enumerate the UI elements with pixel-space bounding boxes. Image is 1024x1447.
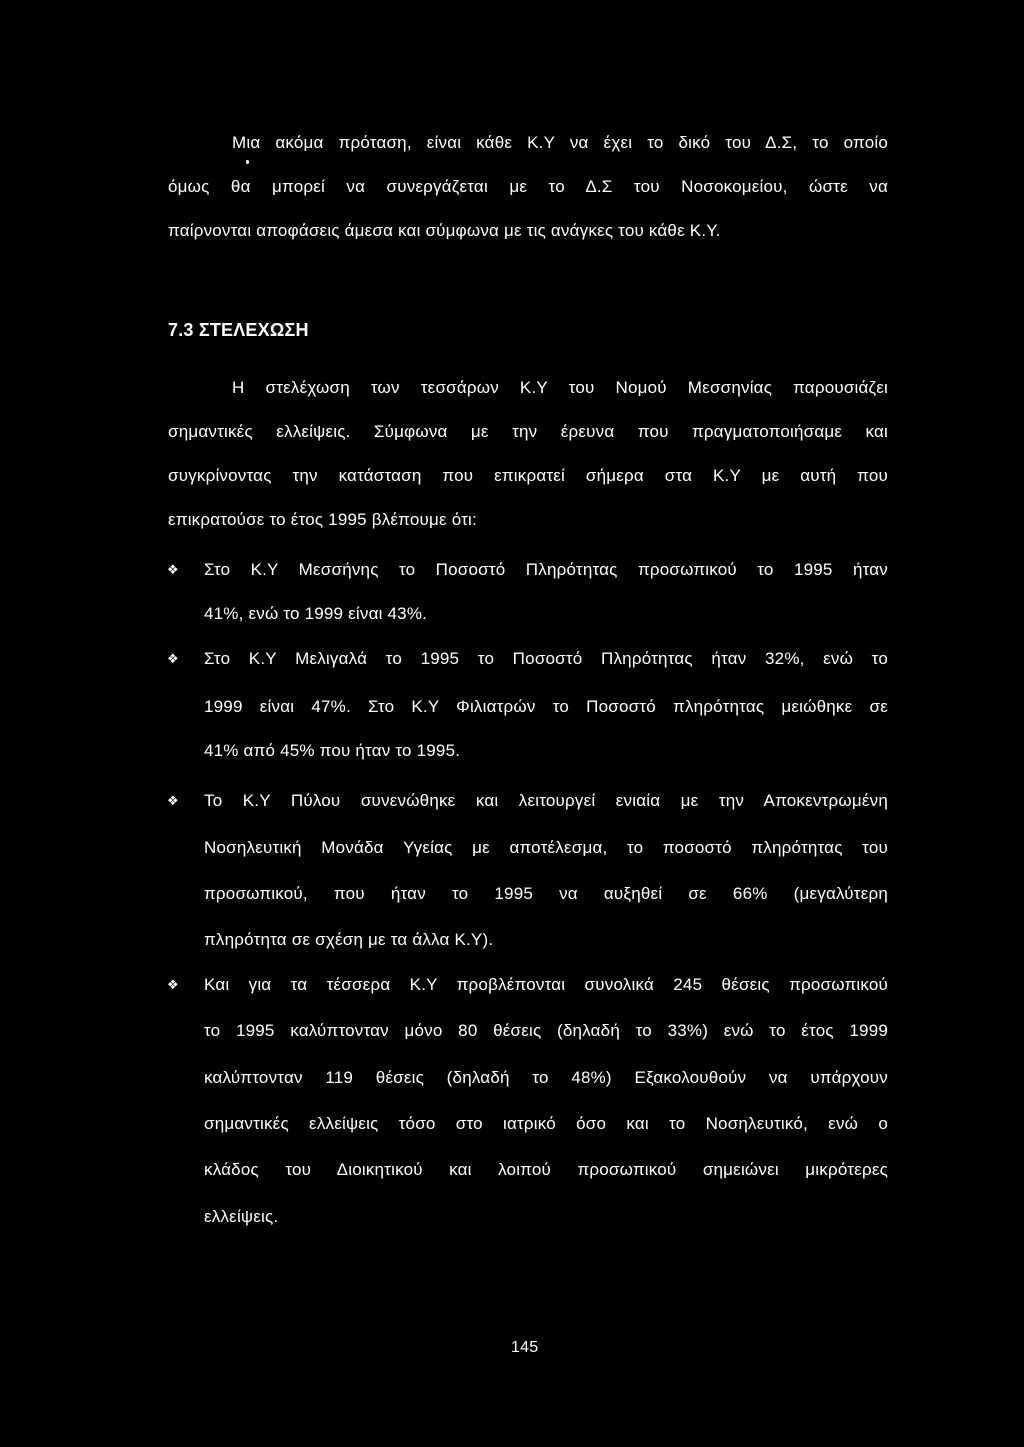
bullet-3-line-3: προσωπικού, που ήταν το 1995 να αυξηθεί σε 66% (μεγαλύτερη (204, 884, 888, 903)
section-heading: 7.3 ΣΤΕΛΕΧΩΣΗ (168, 320, 309, 340)
bullet-4-line-3: καλύπτονταν 119 θέσεις (δηλαδή το 48%) Εξακολουθούν να υπάρχουν (204, 1068, 888, 1087)
intro-line-4: επικρατούσε το έτος 1995 βλέπουμε ότι: (168, 510, 477, 529)
bullet-4-line-2: το 1995 καλύπτονταν μόνο 80 θέσεις (δηλαδή το 33%) ενώ το έτος 1999 (204, 1021, 888, 1040)
bullet-4-line-5: κλάδος του Διοικητικού και λοιπού προσωπικού σημειώνει μικρότερες (204, 1160, 888, 1179)
intro-line-2: σημαντικές ελλείψεις. Σύμφωνα με την έρευνα που πραγματοποιήσαμε και (168, 422, 888, 441)
bullet-4-line-6: ελλείψεις. (204, 1207, 279, 1226)
bullet-2-line-2: 1999 είναι 47%. Στο Κ.Υ Φιλιατρών το Ποσοστό πληρότητας μειώθηκε σε (204, 697, 888, 716)
bullet-2-line-3: 41% από 45% που ήταν το 1995. (204, 741, 461, 760)
bullet-diamond-icon: ❖ (167, 562, 179, 577)
paragraph-1-line-2: όμως θα μπορεί να συνεργάζεται με το Δ.Σ του Νοσοκομείου, ώστε να (168, 177, 888, 196)
bullet-3-line-1: Το Κ.Υ Πύλου συνενώθηκε και λειτουργεί ενιαία με την Αποκεντρωμένη (204, 791, 888, 810)
bullet-3-line-4: πληρότητα σε σχέση με τα άλλα Κ.Υ). (204, 930, 494, 949)
bullet-4-line-4: σημαντικές ελλείψεις τόσο στο ιατρικό όσο και το Νοσηλευτικό, ενώ ο (204, 1114, 888, 1133)
bullet-diamond-icon: ❖ (167, 977, 179, 992)
paragraph-1-line-3: παίρνονται αποφάσεις άμεσα και σύμφωνα με τις ανάγκες του κάθε Κ.Υ. (168, 221, 721, 240)
bullet-1-line-2: 41%, ενώ το 1999 είναι 43%. (204, 604, 428, 623)
bullet-2-line-1: Στο Κ.Υ Μελιγαλά το 1995 το Ποσοστό Πληρότητας ήταν 32%, ενώ το (204, 649, 888, 668)
paragraph-1-line-1: Μια ακόμα πρόταση, είναι κάθε Κ.Υ να έχει το δικό του Δ.Σ, το οποίο (232, 133, 888, 152)
bullet-3-line-2: Νοσηλευτική Μονάδα Υγείας με αποτέλεσμα, το ποσοστό πληρότητας του (204, 838, 888, 857)
scan-speck (246, 160, 249, 164)
intro-line-1: Η στελέχωση των τεσσάρων Κ.Υ του Νομού Μεσσηνίας παρουσιάζει (232, 378, 888, 397)
bullet-diamond-icon: ❖ (167, 793, 179, 808)
bullet-diamond-icon: ❖ (167, 651, 179, 666)
intro-line-3: συγκρίνοντας την κατάσταση που επικρατεί σήμερα στα Κ.Υ με αυτή που (168, 466, 888, 485)
page-number: 145 (511, 1339, 539, 1356)
bullet-4-line-1: Και για τα τέσσερα Κ.Υ προβλέπονται συνολικά 245 θέσεις προσωπικού (204, 975, 888, 994)
bullet-1-line-1: Στο Κ.Υ Μεσσήνης το Ποσοστό Πληρότητας προσωπικού το 1995 ήταν (204, 560, 888, 579)
